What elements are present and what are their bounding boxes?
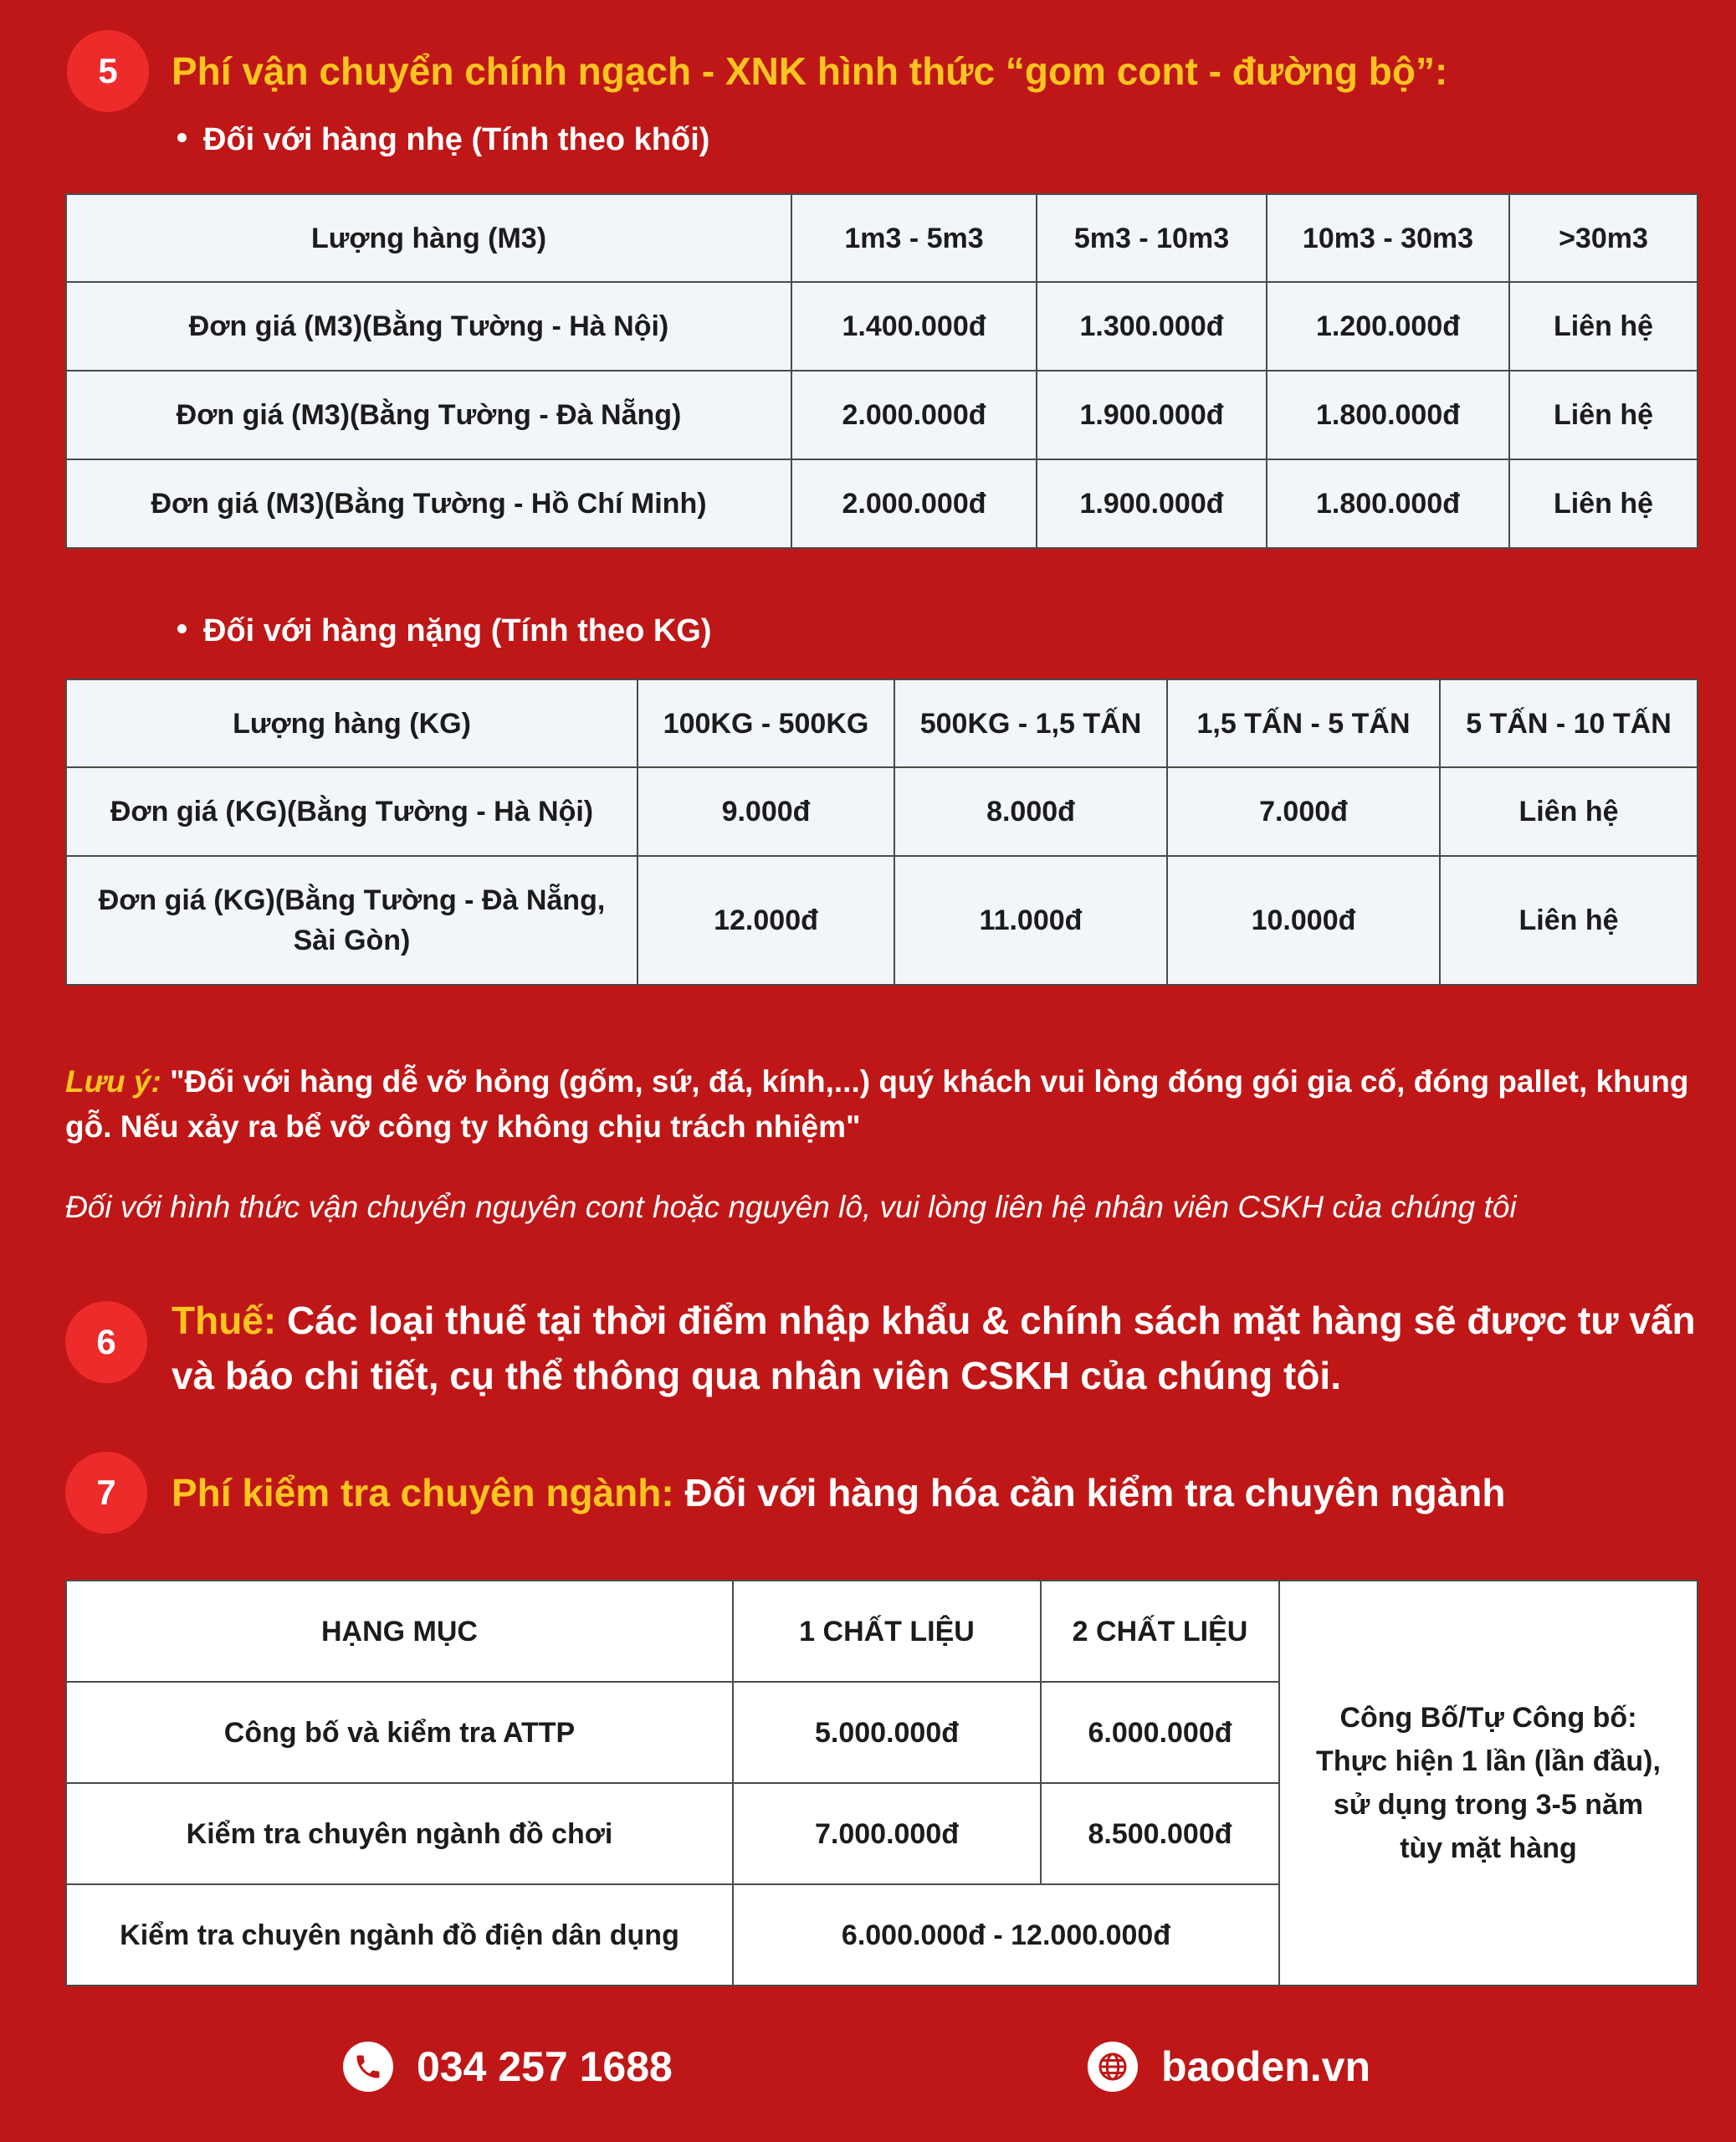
table-cell: 1.400.000đ [791,282,1037,371]
table-row [66,371,1698,459]
section-6-text [172,1293,1711,1403]
table-cell: 10.000đ [1167,856,1440,985]
header-cell: 5m3 - 10m3 [1037,194,1267,282]
phone-contact[interactable] [343,2042,673,2092]
full-container-note: Đối với hình thức vận chuyển nguyên cont hoặc nguyên lô, vui lòng liên hệ nhân viên CSKH của chúng tôi [65,1190,1517,1224]
note-label: Lưu ý: [65,1064,161,1099]
inspection-label: Phí kiểm tra chuyên ngành: [172,1471,674,1514]
fragile-note [65,1059,1705,1150]
table-cell: 1.800.000đ [1267,459,1509,548]
table-cell: 8.000đ [894,767,1167,856]
website-contact[interactable] [1088,2042,1370,2092]
heavy-goods-bullet [177,613,712,649]
tax-label: Thuế: [172,1299,277,1342]
table-cell: Liên hệ [1440,856,1698,985]
table-cell: Đơn giá (KG)(Bằng Tường - Đà Nẵng, Sài Gòn) [66,856,638,985]
header-cell: 1,5 TẤN - 5 TẤN [1167,679,1440,767]
table-cell: 1.900.000đ [1037,459,1267,548]
header-cell: Lượng hàng (KG) [66,679,638,767]
table-cell: 8.500.000đ [1041,1783,1279,1884]
table-cell: 2.000.000đ [791,459,1037,548]
table-cell: 1.300.000đ [1037,282,1267,371]
table-cell: Đơn giá (KG)(Bằng Tường - Hà Nội) [66,767,638,856]
table-cell: Liên hệ [1440,767,1698,856]
header-cell: 2 CHẤT LIỆU [1041,1581,1279,1682]
header-cell: 1m3 - 5m3 [791,194,1037,282]
section-7-number: 7 [65,1452,147,1534]
section-5-number: 5 [67,30,149,112]
table-header-row [66,1581,1698,1682]
table-header-row [66,194,1698,282]
table-cell: Đơn giá (M3)(Bằng Tường - Hồ Chí Minh) [66,459,791,548]
table-cell: Liên hệ [1509,371,1698,459]
table-cell: Liên hệ [1509,459,1698,548]
table-row [66,459,1698,548]
table-cell: 6.000.000đ [1041,1682,1279,1783]
table-row [66,767,1698,856]
table-cell: 1.200.000đ [1267,282,1509,371]
table-cell: Đơn giá (M3)(Bằng Tường - Hà Nội) [66,282,791,371]
light-goods-bullet [177,122,709,158]
table-cell: Kiểm tra chuyên ngành đồ chơi [66,1783,733,1884]
header-cell: 500KG - 1,5 TẤN [894,679,1167,767]
table-cell: 11.000đ [894,856,1167,985]
table-cell: Liên hệ [1509,282,1698,371]
table-cell: 6.000.000đ - 12.000.000đ [733,1884,1279,1986]
table-cell: 12.000đ [638,856,894,985]
header-cell: 100KG - 500KG [638,679,894,767]
website-url: baoden.vn [1161,2043,1371,2090]
light-goods-bullet-label: Đối với hàng nhẹ (Tính theo khối) [203,122,710,157]
header-cell: 5 TẤN - 10 TẤN [1440,679,1698,767]
section-7-title [172,1465,1711,1520]
phone-icon [343,2042,393,2092]
light-goods-table [65,193,1698,549]
table-cell: 1.800.000đ [1267,371,1509,459]
table-cell: Công bố và kiểm tra ATTP [66,1682,733,1783]
table-cell: Kiểm tra chuyên ngành đồ điện dân dụng [66,1884,733,1986]
table-row [66,856,1698,985]
note-text: "Đối với hàng dễ vỡ hỏng (gốm, sứ, đá, kính,...) quý khách vui lòng đóng gói gia cố, đóng pallet, khung gỗ. Nếu xảy ra bể vỡ công ty không chịu trách nhiệm" [65,1064,1689,1144]
section-6-number: 6 [65,1301,147,1383]
table-cell: 1.900.000đ [1037,371,1267,459]
header-cell: Lượng hàng (M3) [66,194,791,282]
section-5-title: Phí vận chuyển chính ngạch - XNK hình thức “gom cont - đường bộ”: [172,49,1448,93]
tax-text: Các loại thuế tại thời điểm nhập khẩu & chính sách mặt hàng sẽ được tư vấn và báo chi tiết, cụ thể thông qua nhân viên CSKH của chúng tôi. [172,1299,1696,1397]
table-cell: 9.000đ [638,767,894,856]
globe-icon [1088,2042,1138,2092]
table-cell: 5.000.000đ [733,1682,1041,1783]
table-cell: 2.000.000đ [791,371,1037,459]
header-cell: >30m3 [1509,194,1698,282]
header-cell: 10m3 - 30m3 [1267,194,1509,282]
header-cell: HẠNG MỤC [66,1581,733,1682]
inspection-fee-table [65,1580,1698,1986]
phone-number: 034 257 1688 [417,2043,673,2090]
table-header-row [66,679,1698,767]
bullet-dot [177,133,187,142]
header-cell: 1 CHẤT LIỆU [733,1581,1041,1682]
heavy-goods-bullet-label: Đối với hàng nặng (Tính theo KG) [203,613,712,648]
side-note-cell: Công Bố/Tự Công bố: Thực hiện 1 lần (lần đầu), sử dụng trong 3-5 năm tùy mặt hàng [1279,1581,1698,1986]
table-row [66,282,1698,371]
table-cell: Đơn giá (M3)(Bằng Tường - Đà Nẵng) [66,371,791,459]
bullet-dot [177,624,187,633]
heavy-goods-table [65,679,1698,986]
inspection-text: Đối với hàng hóa cần kiểm tra chuyên ngành [684,1471,1506,1514]
table-cell: 7.000.000đ [733,1783,1041,1884]
table-cell: 7.000đ [1167,767,1440,856]
